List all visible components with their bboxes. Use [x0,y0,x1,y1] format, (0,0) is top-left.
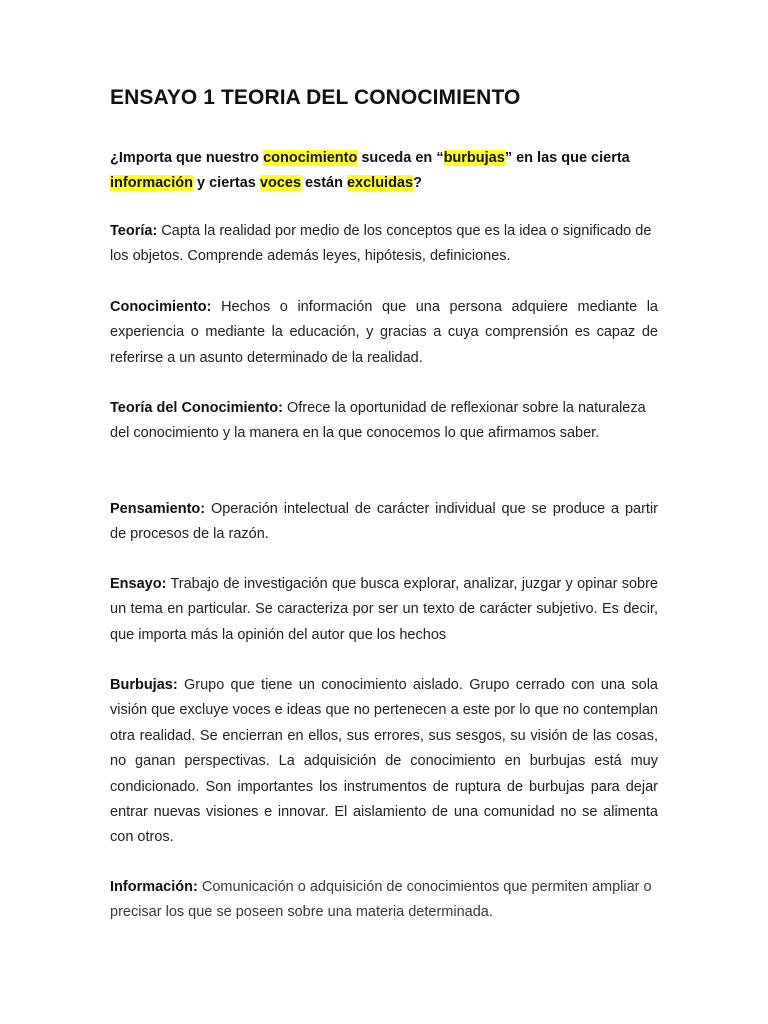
highlighted-word: información [110,175,193,191]
question-text: suceda en “ [357,150,444,166]
definition-text: Operación intelectual de carácter individual que se produce a partir de procesos de la razón. [110,501,658,543]
definition-term: Burbujas: [110,677,178,693]
highlighted-word: conocimiento [263,150,358,166]
question-text: ? [413,175,422,191]
definition-text: Grupo que tiene un conocimiento aislado. Grupo cerrado con una sola visión que excluye voces e ideas que no pertenecen a este por lo que no contemplan otra realidad. Se encierran en ellos, sus errores, sus sesgos, su visión de las cosas, no ganan perspectivas. La adquisición de conocimiento en burbujas está muy condicionado. Son importantes los instrumentos de ruptura de burbujas para dejar entrar nuevas visiones e innovar. El aislamiento de una comunidad no se alimenta con otros. [110,677,658,846]
definition-text: Trabajo de investigación que busca explorar, analizar, juzgar y opinar sobre un tema en particular. Se caracteriza por ser un texto de carácter subjetivo. Es decir, que importa más la opinión del autor que los hechos [110,576,658,643]
definition-burbujas [110,673,658,851]
definition-term: Conocimiento: [110,299,212,315]
highlighted-word: excluidas [346,175,414,191]
definition-text: Capta la realidad por medio de los conceptos que es la idea o significado de los objetos. Comprende además leyes, hipótesis, definiciones. [110,223,652,265]
definition-conocimiento [110,295,658,371]
question-text: ” en las que cierta [504,150,630,166]
definition-teoria-del-conocimiento [110,396,658,447]
highlighted-word: burbujas [443,150,505,166]
definition-term: Ensayo: [110,576,167,592]
definition-term: Información: [110,879,198,895]
definition-pensamiento [110,497,658,548]
definition-text: Comunicación o adquisición de conocimientos que permiten ampliar o precisar los que se poseen sobre una materia determinada. [110,879,652,921]
definition-teoria [110,219,658,270]
question-text: y ciertas [192,175,260,191]
question-text: están [301,175,347,191]
definition-term: Pensamiento: [110,501,206,517]
definition-informacion [110,875,658,926]
document-title: ENSAYO 1 TEORIA DEL CONOCIMIENTO [110,86,521,109]
definition-text: Ofrece la oportunidad de reflexionar sobre la naturaleza del conocimiento y la manera en la que conocemos lo que afirmamos saber. [110,400,646,442]
highlighted-word: voces [259,175,302,191]
definition-text: Hechos o información que una persona adquiere mediante la experiencia o mediante la educación, y gracias a cuya comprensión es capaz de referirse a un asunto determinado de la realidad. [110,299,658,366]
definition-ensayo [110,572,658,648]
guiding-question [110,146,658,196]
question-text: ¿Importa que nuestro [110,150,264,166]
definition-term: Teoría: [110,223,158,239]
definition-term: Teoría del Conocimiento: [110,400,283,416]
